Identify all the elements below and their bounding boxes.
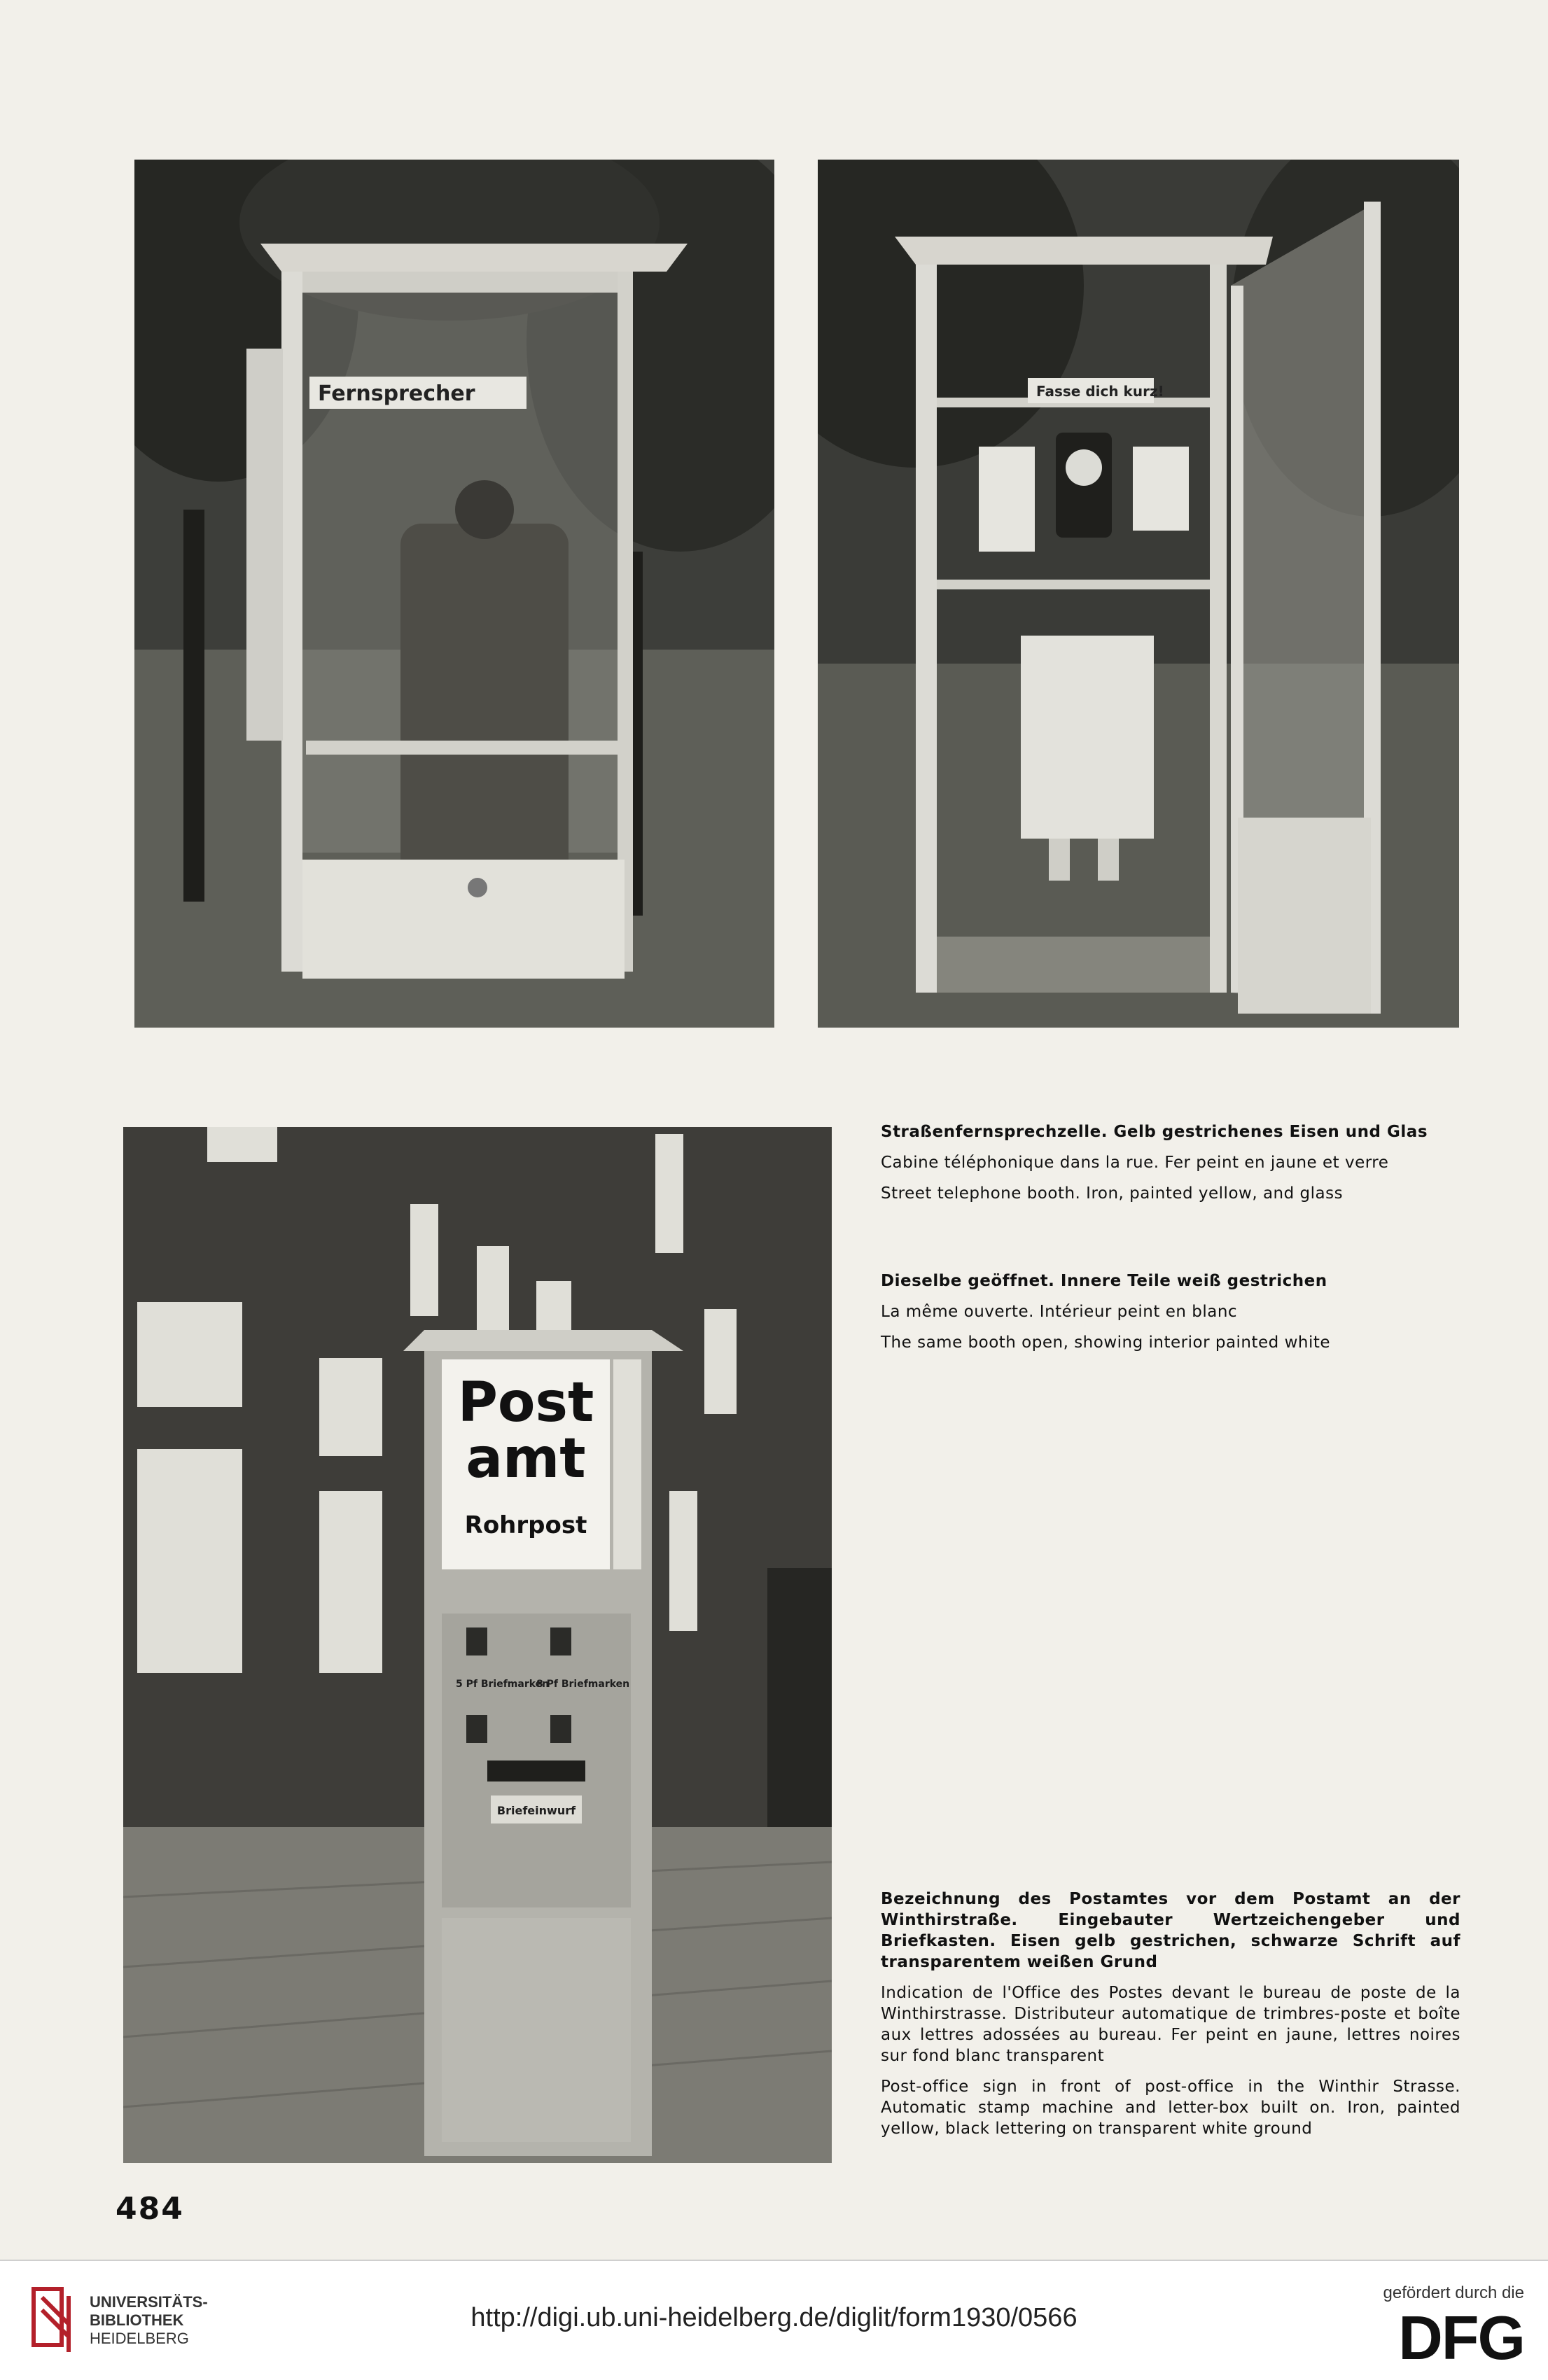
ub-name-line1: UNIVERSITÄTS-	[90, 2293, 208, 2311]
caption-post-office-de: Bezeichnung des Postamtes vor dem Postamt an der Winthirstraße. Eingebauter Wertzeichengeber und Briefkasten. Eisen gelb gestrichen, schwarze Schrift auf transparentem weißen Grund	[881, 1890, 1460, 1971]
caption-booth-fr: Cabine téléphonique dans la rue. Fer peint en jaune et verre	[881, 1154, 1389, 1172]
sign-post-word: Post	[457, 1371, 594, 1434]
photo-telephone-booth-open-art	[818, 160, 1459, 1028]
caption-post-office-en: Post-office sign in front of post-office in the Winthir Strasse. Automatic stamp machine and letter-box built on. Iron, painted yellow, black lettering on transparent white ground	[881, 2078, 1460, 2138]
caption-booth-de: Straßenfernsprechzelle. Gelb gestrichenes Eisen und Glas	[881, 1123, 1428, 1141]
caption-booth-en: Street telephone booth. Iron, painted yellow, and glass	[881, 1184, 1344, 1203]
dfg-logo[interactable]: DFG	[1398, 2303, 1524, 2372]
photo-telephone-booth-closed-art	[134, 160, 774, 1028]
photo-telephone-booth-open	[818, 160, 1459, 1028]
stamp-label-right: 8 Pf Briefmarken	[536, 1679, 630, 1690]
booth-open-sign: Fasse dich kurz!	[1036, 383, 1164, 400]
caption-booth-open-de: Dieselbe geöffnet. Innere Teile weiß gestrichen	[881, 1272, 1327, 1290]
page-number: 484	[116, 2191, 184, 2227]
sign-amt-word: amt	[466, 1427, 586, 1490]
photo-post-office-sign	[123, 1127, 832, 2163]
booth-fernsprecher-sign: Fernsprecher	[318, 382, 475, 406]
ub-name-line2: BIBLIOTHEK	[90, 2311, 184, 2329]
caption-post-office-fr: Indication de l'Office des Postes devant le bureau de poste de la Winthirstrasse. Distributeur automatique de trimbres-poste et boîte aux lettres adossées au bureau. Fer peint en jaune, lettres noires sur fond blanc transparent	[881, 1984, 1460, 2065]
stamp-label-left: 5 Pf Briefmarken	[456, 1679, 550, 1690]
caption-block-post-office	[881, 1889, 1460, 2149]
footer-bar	[0, 2260, 1548, 2380]
letter-slot-label: Briefeinwurf	[496, 1804, 576, 1817]
sign-rohrpost-word: Rohrpost	[464, 1511, 587, 1539]
caption-block-booth	[881, 1121, 1460, 1214]
photo-telephone-booth-closed	[134, 160, 774, 1028]
caption-booth-open-en: The same booth open, showing interior painted white	[881, 1334, 1331, 1352]
caption-booth-open-fr: La même ouverte. Intérieur peint en blanc	[881, 1303, 1238, 1321]
funding-label: gefördert durch die	[1383, 2283, 1524, 2302]
ub-name-line3: HEIDELBERG	[90, 2330, 189, 2347]
photo-post-office-sign-art	[123, 1127, 832, 2163]
source-url-link[interactable]: http://digi.ub.uni-heidelberg.de/diglit/form1930/0566	[470, 2303, 1078, 2332]
caption-block-booth-open	[881, 1270, 1460, 1363]
